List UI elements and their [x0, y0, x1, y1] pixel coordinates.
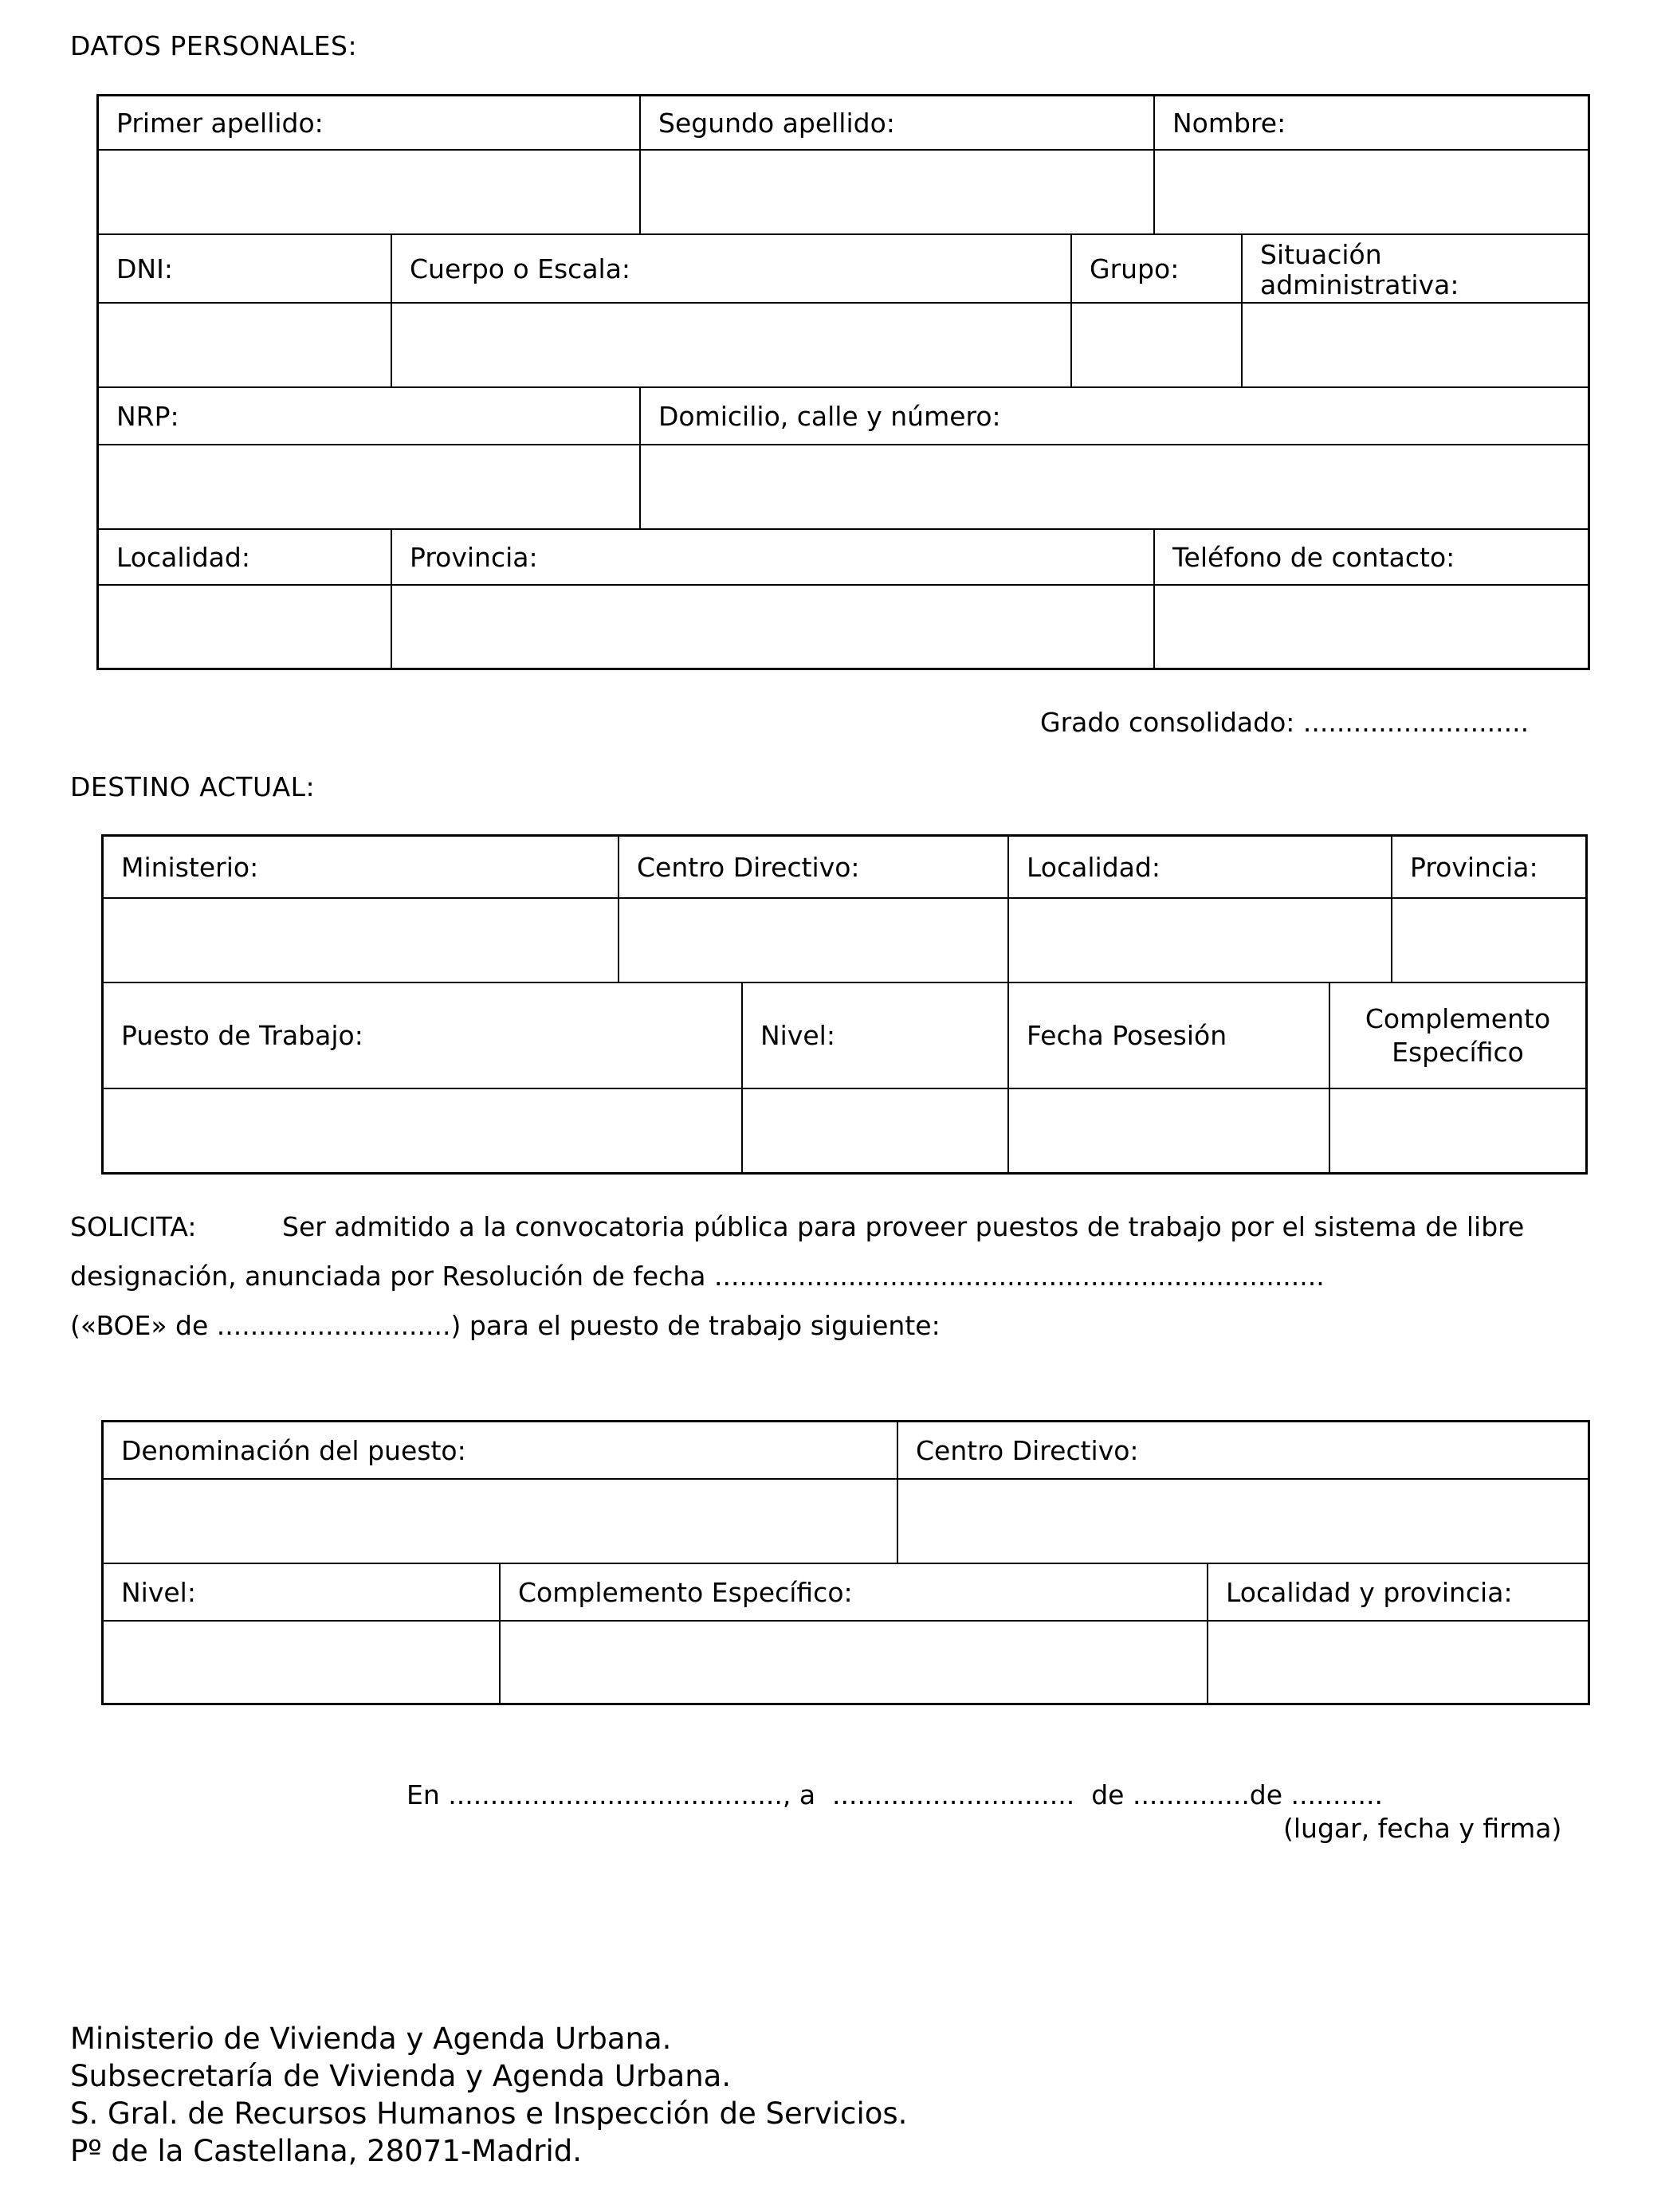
field-telefono[interactable]	[1155, 586, 1588, 668]
footer-line1: Ministerio de Vivienda y Agenda Urbana.	[70, 2022, 672, 2056]
label-centro-directivo-solicitado: Centro Directivo:	[898, 1422, 1588, 1480]
firma-line: En ........................................, a ............................. de ..............de ...........	[406, 1779, 1383, 1810]
field-provincia-destino[interactable]	[1392, 899, 1585, 983]
field-localidad-destino[interactable]	[1009, 899, 1392, 983]
label-domicilio: Domicilio, calle y número:	[641, 388, 1588, 445]
label-puesto-trabajo: Puesto de Trabajo:	[104, 983, 743, 1089]
label-complemento-line1: Complemento	[1365, 1002, 1551, 1034]
field-fecha-posesion[interactable]	[1009, 1089, 1330, 1172]
firma-caption: (lugar, fecha y firma)	[1283, 1813, 1562, 1844]
label-situacion-line1: Situación	[1260, 239, 1382, 270]
field-localidad-provincia[interactable]	[1208, 1622, 1588, 1703]
datos-personales-table	[96, 94, 1590, 670]
field-puesto-trabajo[interactable]	[104, 1089, 743, 1172]
label-segundo-apellido: Segundo apellido:	[641, 96, 1155, 151]
section-heading-datos-personales: DATOS PERSONALES:	[70, 30, 358, 61]
label-nivel-destino: Nivel:	[743, 983, 1009, 1089]
label-nrp: NRP:	[99, 388, 641, 445]
label-cuerpo-escala: Cuerpo o Escala:	[392, 235, 1072, 304]
label-grupo: Grupo:	[1072, 235, 1243, 304]
label-denominacion-puesto: Denominación del puesto:	[104, 1422, 898, 1480]
label-fecha-posesion: Fecha Posesión	[1009, 983, 1330, 1089]
label-dni: DNI:	[99, 235, 392, 304]
label-situacion-line2: administrativa:	[1260, 269, 1459, 300]
field-domicilio[interactable]	[641, 445, 1588, 530]
field-primer-apellido[interactable]	[99, 151, 641, 235]
field-nombre[interactable]	[1155, 151, 1588, 235]
footer-address	[70, 2020, 907, 2170]
footer-line4: Pº de la Castellana, 28071-Madrid.	[70, 2134, 583, 2168]
field-nivel-solicitado[interactable]	[104, 1622, 501, 1703]
label-nivel-solicitado: Nivel:	[104, 1564, 501, 1622]
label-provincia-destino: Provincia:	[1392, 837, 1585, 899]
label-primer-apellido: Primer apellido:	[99, 96, 641, 151]
footer-line3: S. Gral. de Recursos Humanos e Inspección de Servicios.	[70, 2096, 908, 2131]
field-centro-directivo[interactable]	[619, 899, 1009, 983]
label-provincia: Provincia:	[392, 530, 1155, 586]
field-complemento-especifico-destino[interactable]	[1330, 1089, 1585, 1172]
solicita-line3: («BOE» de ............................) para el puesto de trabajo siguiente:	[70, 1310, 941, 1341]
solicita-label: SOLICITA:	[70, 1211, 197, 1242]
section-heading-destino-actual: DESTINO ACTUAL:	[70, 771, 316, 802]
field-nivel-destino[interactable]	[743, 1089, 1009, 1172]
field-provincia[interactable]	[392, 586, 1155, 668]
label-localidad-provincia: Localidad y provincia:	[1208, 1564, 1588, 1622]
field-denominacion-puesto[interactable]	[104, 1480, 898, 1564]
label-complemento-especifico-destino	[1330, 983, 1585, 1089]
destino-actual-table	[101, 834, 1588, 1175]
label-situacion-administrativa	[1243, 235, 1588, 304]
field-situacion-administrativa[interactable]	[1243, 304, 1588, 388]
label-localidad: Localidad:	[99, 530, 392, 586]
field-cuerpo-escala[interactable]	[392, 304, 1072, 388]
label-complemento-line2: Específico	[1392, 1036, 1524, 1068]
solicita-line2: designación, anunciada por Resolución de fecha .........................................................................	[70, 1261, 1325, 1292]
solicita-line1: Ser admitido a la convocatoria pública para proveer puestos de trabajo por el sistema de libre	[282, 1211, 1525, 1242]
field-ministerio[interactable]	[104, 899, 619, 983]
field-complemento-especifico-solicitado[interactable]	[501, 1622, 1208, 1703]
label-centro-directivo: Centro Directivo:	[619, 837, 1009, 899]
field-nrp[interactable]	[99, 445, 641, 530]
field-dni[interactable]	[99, 304, 392, 388]
grado-consolidado: Grado consolidado: ...........................	[1040, 707, 1530, 738]
footer-line2: Subsecretaría de Vivienda y Agenda Urbana.	[70, 2059, 732, 2093]
field-grupo[interactable]	[1072, 304, 1243, 388]
field-segundo-apellido[interactable]	[641, 151, 1155, 235]
field-localidad[interactable]	[99, 586, 392, 668]
label-complemento-especifico-solicitado: Complemento Específico:	[501, 1564, 1208, 1622]
label-nombre: Nombre:	[1155, 96, 1588, 151]
label-localidad-destino: Localidad:	[1009, 837, 1392, 899]
puesto-solicitado-table	[101, 1420, 1590, 1705]
label-ministerio: Ministerio:	[104, 837, 619, 899]
field-centro-directivo-solicitado[interactable]	[898, 1480, 1588, 1564]
label-telefono: Teléfono de contacto:	[1155, 530, 1588, 586]
